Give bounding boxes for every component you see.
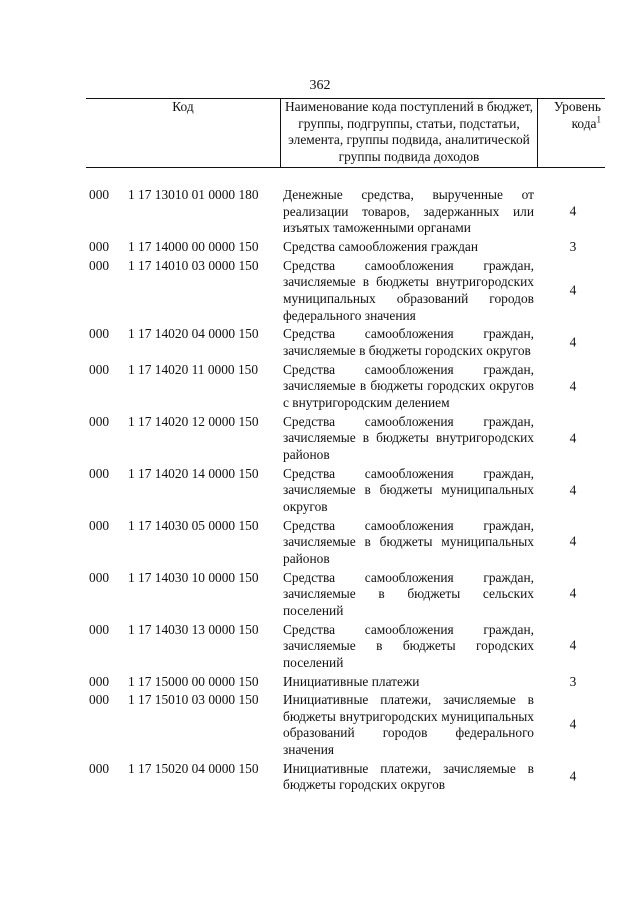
code-level: 4 bbox=[569, 769, 577, 785]
revenue-code: 1 17 14030 10 0000 150 bbox=[128, 569, 259, 585]
table-body bbox=[0, 187, 640, 796]
code-level: 4 bbox=[569, 378, 577, 394]
code-level: 4 bbox=[569, 534, 577, 550]
table-row bbox=[0, 570, 640, 620]
admin-code: 000 bbox=[89, 569, 110, 585]
revenue-code: 1 17 13010 01 0000 180 bbox=[128, 187, 259, 202]
admin-code: 000 bbox=[89, 326, 110, 342]
admin-code: 000 bbox=[89, 621, 110, 637]
revenue-code: 1 17 15020 04 0000 150 bbox=[128, 760, 259, 776]
revenue-code: 1 17 14020 11 0000 150 bbox=[128, 361, 259, 377]
header-level bbox=[538, 99, 606, 168]
table-row bbox=[0, 187, 640, 237]
code-level: 3 bbox=[569, 673, 577, 689]
code-level: 4 bbox=[569, 638, 577, 654]
table-header bbox=[86, 98, 605, 168]
revenue-name: Средства самообложения граждан, зачисляемые в бюджеты городских округов с внутригородским делением bbox=[283, 361, 534, 410]
revenue-name: Инициативные платежи, зачисляемые в бюджеты внутригородских муниципальных образований городов федерального значения bbox=[283, 692, 534, 758]
code-level: 4 bbox=[569, 717, 577, 733]
header-name: Наименование кода поступлений в бюджет, группы, подгруппы, статьи, подстатьи, элемента, группы подвида, аналитической группы подвида доходов bbox=[281, 99, 538, 168]
revenue-code: 1 17 14030 13 0000 150 bbox=[128, 621, 259, 637]
revenue-code: 1 17 14010 03 0000 150 bbox=[128, 257, 259, 273]
revenue-name: Средства самообложения граждан, зачисляемые в бюджеты сельских поселений bbox=[283, 569, 534, 618]
code-level: 4 bbox=[569, 430, 577, 446]
revenue-name: Средства самообложения граждан, зачисляемые в бюджеты городских поселений bbox=[283, 621, 534, 670]
table-row bbox=[0, 326, 640, 359]
table-row bbox=[0, 761, 640, 794]
admin-code: 000 bbox=[89, 465, 110, 481]
table-row bbox=[0, 362, 640, 412]
header-code: Код bbox=[86, 99, 281, 168]
table-row bbox=[0, 239, 640, 256]
code-level: 4 bbox=[569, 282, 577, 298]
revenue-code: 1 17 14030 05 0000 150 bbox=[128, 517, 259, 533]
revenue-name: Инициативные платежи, зачисляемые в бюджеты городских округов bbox=[283, 760, 534, 793]
table-row bbox=[0, 414, 640, 464]
footnote-marker: 1 bbox=[596, 114, 601, 125]
table-row bbox=[0, 466, 640, 516]
table-row bbox=[0, 692, 640, 758]
revenue-name: Денежные средства, вырученные от реализации товаров, задержанных или изъятых таможенными органами bbox=[283, 187, 534, 236]
revenue-name: Средства самообложения граждан, зачисляемые в бюджеты муниципальных районов bbox=[283, 517, 534, 566]
revenue-name: Средства самообложения граждан bbox=[283, 238, 479, 254]
table-row bbox=[0, 518, 640, 568]
revenue-name: Средства самообложения граждан, зачисляемые в бюджеты внутригородских районов bbox=[283, 413, 534, 462]
code-level: 4 bbox=[569, 482, 577, 498]
admin-code: 000 bbox=[89, 673, 110, 689]
page-number: 362 bbox=[309, 78, 331, 93]
revenue-code: 1 17 14000 00 0000 150 bbox=[128, 238, 259, 254]
admin-code: 000 bbox=[89, 413, 110, 429]
header-level-label: Уровень кода bbox=[553, 99, 601, 131]
table-row bbox=[0, 622, 640, 672]
revenue-name: Средства самообложения граждан, зачисляемые в бюджеты городских округов bbox=[283, 326, 534, 358]
code-level: 4 bbox=[569, 586, 577, 602]
revenue-name: Средства самообложения граждан, зачисляемые в бюджеты муниципальных округов bbox=[283, 465, 534, 514]
table-row bbox=[0, 258, 640, 324]
admin-code: 000 bbox=[89, 760, 110, 776]
revenue-code: 1 17 14020 04 0000 150 bbox=[128, 326, 259, 342]
revenue-name: Инициативные платежи bbox=[283, 673, 420, 689]
revenue-code: 1 17 14020 12 0000 150 bbox=[128, 413, 259, 429]
admin-code: 000 bbox=[89, 692, 110, 708]
code-level: 4 bbox=[569, 203, 577, 219]
admin-code: 000 bbox=[89, 257, 110, 273]
revenue-code: 1 17 15010 03 0000 150 bbox=[128, 692, 259, 708]
admin-code: 000 bbox=[89, 517, 110, 533]
code-level: 4 bbox=[569, 334, 577, 350]
code-level: 3 bbox=[569, 238, 577, 254]
admin-code: 000 bbox=[89, 361, 110, 377]
revenue-code: 1 17 14020 14 0000 150 bbox=[128, 465, 259, 481]
admin-code: 000 bbox=[89, 238, 110, 254]
revenue-name: Средства самообложения граждан, зачисляемые в бюджеты внутригородских муниципальных образований городов федерального значения bbox=[283, 257, 534, 323]
table-row bbox=[0, 674, 640, 691]
admin-code: 000 bbox=[89, 187, 110, 202]
revenue-code: 1 17 15000 00 0000 150 bbox=[128, 673, 259, 689]
